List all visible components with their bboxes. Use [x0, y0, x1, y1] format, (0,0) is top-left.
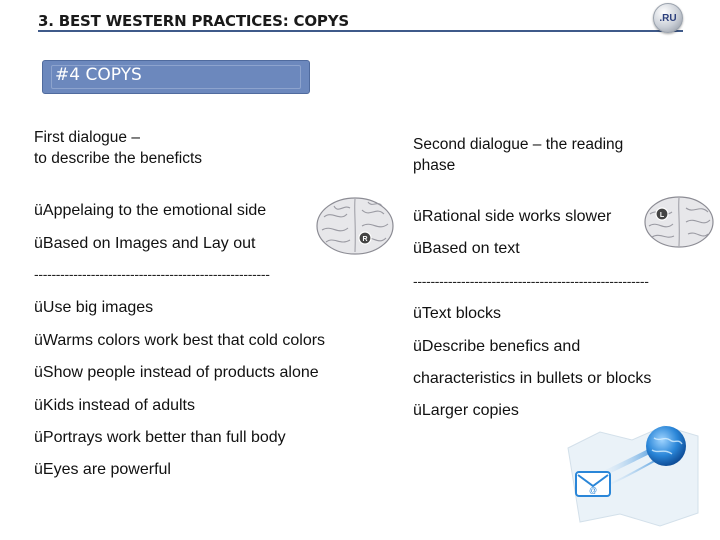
left-heading-line2: to describe the beneficts [34, 150, 203, 167]
right-intro-item: üRational side works slower [413, 208, 612, 225]
right-list-item: characteristics in bullets or blocks [413, 370, 652, 387]
header-divider [38, 30, 683, 32]
left-list-item: üPortrays work better than full body [34, 429, 286, 446]
left-heading-line1: First dialogue – [34, 129, 140, 146]
ru-logo-badge [653, 3, 683, 33]
ru-logo-text: .RU [659, 12, 677, 24]
left-list-item: üKids instead of adults [34, 397, 195, 414]
left-intro-item: üAppelaing to the emotional side [34, 202, 267, 219]
email-globe-icon [560, 418, 710, 538]
right-list-item: üLarger copies [413, 402, 519, 419]
right-divider: ------------------------------------------------------ [413, 273, 649, 289]
left-list-item: üUse big images [34, 299, 154, 316]
left-list-item: üEyes are powerful [34, 461, 171, 478]
brain-icon [640, 192, 718, 257]
section-banner [42, 60, 310, 94]
left-heading [34, 127, 202, 169]
brain-icon [312, 192, 398, 265]
svg-text:R: R [362, 236, 368, 243]
right-list-item: üDescribe benefics and [413, 338, 581, 355]
right-heading-line2: phase [413, 157, 456, 174]
right-heading-line1: Second dialogue – the reading [413, 136, 624, 153]
right-list-item: üText blocks [413, 305, 502, 322]
left-divider: ------------------------------------------------------ [34, 266, 270, 282]
page-title: 3. BEST WESTERN PRACTICES: COPYS [38, 12, 349, 30]
left-list-item: üShow people instead of products alone [34, 364, 319, 381]
left-intro-item: üBased on Images and Lay out [34, 235, 256, 252]
left-list-item: üWarms colors work best that cold colors [34, 332, 326, 349]
svg-text:@: @ [588, 486, 598, 495]
right-heading [413, 134, 623, 176]
banner-label: #4 COPYS [55, 65, 142, 85]
right-intro-item: üBased on text [413, 240, 520, 257]
svg-text:L: L [659, 212, 665, 219]
